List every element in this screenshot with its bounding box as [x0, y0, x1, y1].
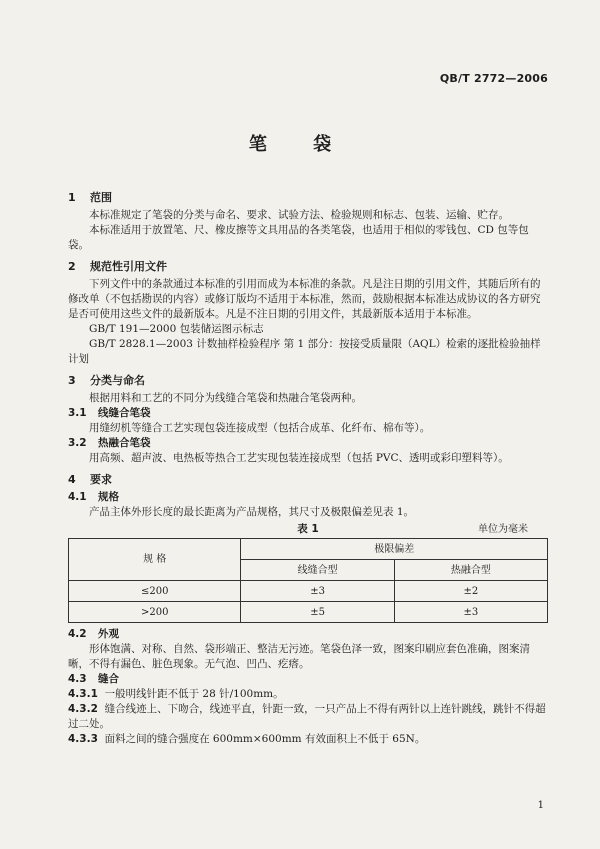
- subsection-number: 3.1: [68, 407, 87, 419]
- subsection-4-1-text: 产品主体外形长度的最长距离为产品规格，其尺寸及极限偏差见表 1。: [89, 506, 415, 518]
- table-title: 表 1: [297, 523, 319, 535]
- cell-stitched: ±3: [241, 581, 394, 602]
- section-number: 4: [68, 473, 76, 486]
- table-caption-row: [68, 522, 548, 538]
- cell-heat-sealed: ±3: [394, 602, 547, 623]
- cell-spec: ≤200: [69, 581, 241, 602]
- subsection-title: 缝合: [98, 673, 119, 685]
- clause-text: 面料之间的缝合强度在 600mm×600mm 有效面积上不低于 65N。: [104, 733, 426, 745]
- section-1-heading: [68, 190, 548, 208]
- clause-4-3-3: [68, 732, 548, 747]
- cell-spec: >200: [69, 602, 241, 623]
- clause-number: 4.3.1: [68, 688, 98, 700]
- subsection-4-2-text: 形体饱满、对称、自然、袋形端正、整洁无污迹。笔袋色泽一致，图案印刷应套色准确，图案清晰，不得有漏色、脏色现象。无气泡、凹凸、疙瘩。: [68, 643, 530, 670]
- section-4-heading: [68, 472, 548, 490]
- page-number: 1: [537, 800, 544, 811]
- clause-text: 缝合线迹上、下吻合，线迹平直，针距一致，一只产品上不得有两针以上连针跳线，跳针不得超过二处。: [68, 703, 546, 730]
- subsection-number: 4.2: [68, 628, 87, 640]
- clause-text: 一般明线针距不低于 28 针/100mm。: [104, 688, 284, 700]
- section-number: 3: [68, 374, 76, 387]
- header-heat-sealed: 热融合型: [394, 560, 547, 581]
- scope-paragraph-2: 本标准适用于放置笔、尺、橡皮擦等文具用品的各类笔袋，也适用于相似的零钱包、CD 包等包袋。: [68, 224, 529, 251]
- subsection-title: 热融合笔袋: [98, 437, 151, 449]
- table-row: [69, 602, 548, 623]
- header-tolerance: 极限偏差: [241, 539, 548, 560]
- document-title: 笔 袋: [248, 134, 352, 155]
- header-stitched: 线缝合型: [241, 560, 394, 581]
- subsection-title: 线缝合笔袋: [98, 407, 151, 419]
- section-title: 范围: [90, 191, 112, 204]
- section-title: 分类与命名: [90, 374, 145, 387]
- reference-item-1: GB/T 191—2000 包装储运图示标志: [89, 323, 264, 335]
- section-number: 2: [68, 260, 76, 273]
- subsection-number: 4.1: [68, 491, 87, 503]
- subsection-number: 3.2: [68, 437, 87, 449]
- table-unit: 单位为毫米: [478, 524, 528, 535]
- references-paragraph: 下列文件中的条款通过本标准的引用而成为本标准的条款。凡是注日期的引用文件，其随后所有的修改单（不包括勘误的内容）或修订版均不适用于本标准，然而，鼓励根据本标准达成协议的各方研究是否可使用这些文件的最新版本。凡是不注日期的引用文件，其最新版本适用于本标准。: [68, 278, 541, 320]
- section-number: 1: [68, 191, 76, 204]
- scope-paragraph-1: 本标准规定了笔袋的分类与命名、要求、试验方法、检验规则和标志、包装、运输、贮存。: [89, 209, 509, 221]
- clause-4-3-1: [68, 687, 548, 702]
- section-2-heading: [68, 259, 548, 277]
- subsection-3-1-text: 用缝纫机等缝合工艺实现包袋连接成型（包括合成革、化纤布、棉布等）。: [89, 422, 431, 434]
- cell-stitched: ±5: [241, 602, 394, 623]
- subsection-3-1-heading: [68, 406, 548, 421]
- reference-item-2: GB/T 2828.1—2003 计数抽样检验程序 第 1 部分：按接受质量限（AQL）检索的逐批检验抽样计划: [68, 338, 541, 365]
- header-spec: 规 格: [69, 539, 241, 581]
- table-header-row: [69, 539, 548, 560]
- cell-heat-sealed: ±2: [394, 581, 547, 602]
- document-body: [68, 190, 548, 747]
- subsection-4-2-heading: [68, 627, 548, 642]
- subsection-3-2-heading: [68, 436, 548, 451]
- clause-number: 4.3.3: [68, 733, 98, 745]
- subsection-3-2-text: 用高频、超声波、电热板等热合工艺实现包装连接成型（包括 PVC、透明或彩印塑料等）。: [89, 452, 509, 464]
- clause-4-3-2: [68, 702, 548, 732]
- subsection-title: 规格: [98, 491, 119, 503]
- classification-paragraph: 根据用料和工艺的不同分为线缝合笔袋和热融合笔袋两种。: [89, 392, 362, 404]
- spec-table: [68, 538, 548, 623]
- section-title: 规范性引用文件: [90, 260, 167, 273]
- section-title: 要求: [90, 473, 112, 486]
- section-3-heading: [68, 373, 548, 391]
- subsection-4-1-heading: [68, 490, 548, 505]
- subsection-number: 4.3: [68, 673, 87, 685]
- table-row: [69, 581, 548, 602]
- subsection-title: 外观: [98, 628, 119, 640]
- standard-code: QB/T 2772—2006: [439, 72, 548, 85]
- subsection-4-3-heading: [68, 672, 548, 687]
- clause-number: 4.3.2: [68, 703, 98, 715]
